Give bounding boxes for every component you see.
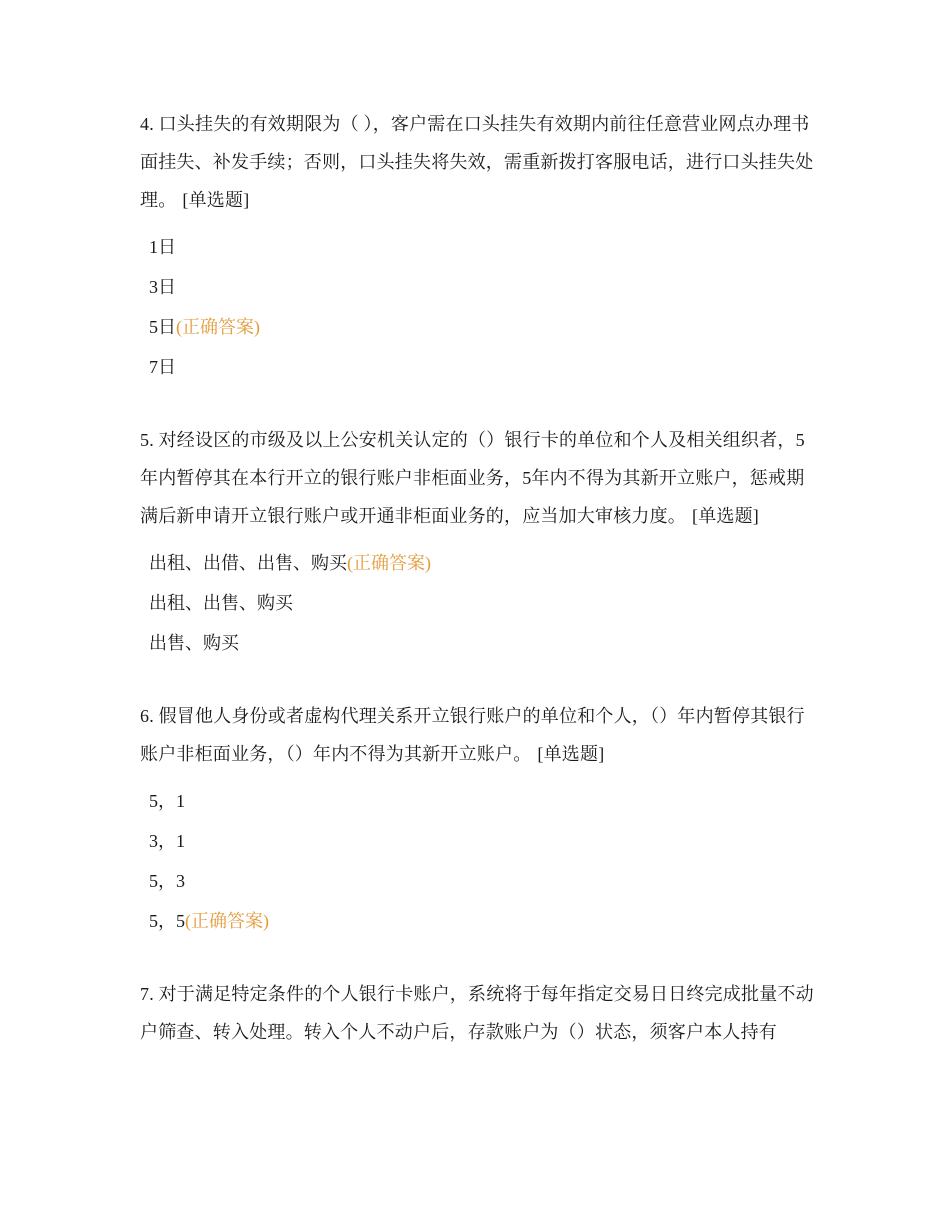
option-6-b [140, 821, 816, 861]
question-4-type: [单选题] [182, 190, 250, 210]
option-label: 3，1 [149, 831, 185, 851]
question-5-options [140, 543, 816, 663]
question-4-text [140, 105, 816, 219]
option-label: 5，1 [149, 791, 185, 811]
question-7-body: 对于满足特定条件的个人银行卡账户，系统将于每年指定交易日日终完成批量不动户筛查、转入处理。转入个人不动户后，存款账户为（）状态，须客户本人持有 [140, 984, 814, 1042]
option-5-a [140, 543, 816, 583]
option-label: 3日 [149, 277, 176, 297]
question-4-body: 口头挂失的有效期限为（ ），客户需在口头挂失有效期内前往任意营业网点办理书面挂失、补发手续；否则，口头挂失将失效，需重新拨打客服电话，进行口头挂失处理。 [140, 114, 814, 210]
question-6-body: 假冒他人身份或者虚构代理关系开立银行账户的单位和个人，（）年内暂停其银行账户非柜面业务，（）年内不得为其新开立账户。 [140, 706, 805, 764]
question-4-number: 4. [140, 114, 154, 134]
option-6-a [140, 781, 816, 821]
option-label: 出租、出借、出售、购买 [149, 553, 347, 573]
question-6-number: 6. [140, 706, 154, 726]
question-7 [140, 975, 816, 1051]
option-label: 7日 [149, 357, 176, 377]
option-4-d [140, 347, 816, 387]
question-5-type: [单选题] [692, 506, 759, 526]
option-label: 1日 [149, 237, 176, 257]
option-label: 5日 [149, 317, 176, 337]
option-6-d [140, 901, 816, 941]
question-6 [140, 697, 816, 941]
option-4-a [140, 227, 816, 267]
question-5-body: 对经设区的市级及以上公安机关认定的（）银行卡的单位和个人及相关组织者，5年内暂停其在本行开立的银行账户非柜面业务，5年内不得为其新开立账户，惩戒期满后新申请开立银行账户或开通非柜面业务的，应当加大审核力度。 [140, 430, 805, 526]
correct-answer-mark: (正确答案) [176, 317, 260, 337]
question-4 [140, 105, 816, 387]
option-label: 5，3 [149, 871, 185, 891]
correct-answer-mark: (正确答案) [185, 911, 269, 931]
question-6-options [140, 781, 816, 941]
question-5 [140, 421, 816, 663]
question-4-options [140, 227, 816, 387]
question-7-number: 7. [140, 984, 154, 1004]
question-7-text [140, 975, 816, 1051]
option-5-b [140, 583, 816, 623]
option-6-c [140, 861, 816, 901]
question-5-number: 5. [140, 430, 154, 450]
option-4-c [140, 307, 816, 347]
document-page [140, 105, 816, 1051]
question-6-text [140, 697, 816, 773]
correct-answer-mark: (正确答案) [347, 553, 431, 573]
option-5-c [140, 623, 816, 663]
question-6-type: [单选题] [537, 744, 605, 764]
option-label: 出租、出售、购买 [149, 593, 293, 613]
question-5-text [140, 421, 816, 535]
option-label: 出售、购买 [149, 633, 239, 653]
option-label: 5，5 [149, 911, 185, 931]
option-4-b [140, 267, 816, 307]
